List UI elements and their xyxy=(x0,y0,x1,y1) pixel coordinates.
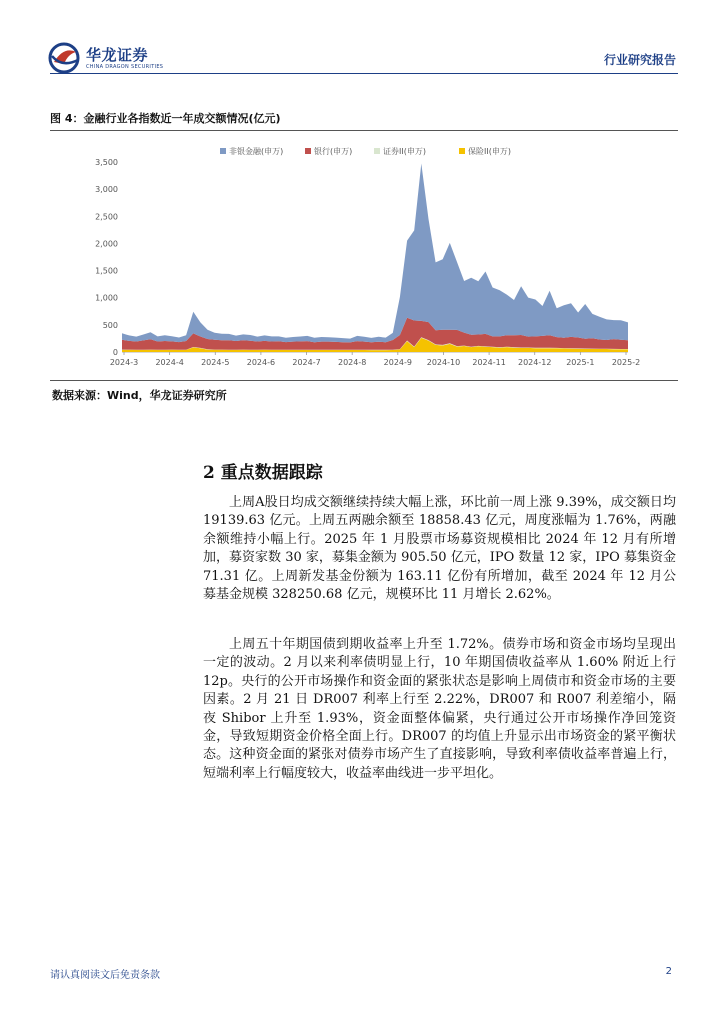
page-header xyxy=(48,38,678,78)
page-number: 2 xyxy=(665,966,672,977)
legend-swatch xyxy=(459,148,465,154)
x-tick-label: 2024-4 xyxy=(155,358,184,367)
legend-label: 银行(申万) xyxy=(314,147,353,156)
figure-source: 数据来源：Wind，华龙证券研究所 xyxy=(52,389,227,402)
x-tick-label: 2024-6 xyxy=(246,358,276,367)
paragraph-bond-market: 上周五十年期国债到期收益率上升至 1.72%。债券市场和资金市场均呈现出一定的波动。2 月以来利率债明显上行，10 年期国债收益率从 1.60% 附近上行 12p。央行的公开市场操作和资金面的紧张状态是影响上周债市和资金市场的主要因素。2 月 21 日 DR007 利率上行至 2.22%，DR007 和 R007 利差缩小，隔夜 Shibor 上升至 1.93%，资金面整体偏紧，央行通过公开市场操作净回笼资金，导致短期资金价格全面上行。DR007 的均值上升显示出市场资金的紧平衡状态。这种资金面的紧张对债券市场产生了直接影响，导致利率债收益率普遍上行，短端利率上行幅度较大，收益率曲线进一步平坦化。 xyxy=(203,637,676,781)
figure-title: 图 4：金融行业各指数近一年成交额情况(亿元) xyxy=(50,112,281,125)
y-tick-label: 1,000 xyxy=(95,293,118,303)
legend-swatch xyxy=(305,148,311,154)
legend-label: 非银金融(申万) xyxy=(229,147,284,156)
company-logo-icon xyxy=(48,42,82,74)
y-tick-label: 3,000 xyxy=(95,185,118,195)
figure-bottom-rule xyxy=(50,380,678,381)
y-tick-label: 1,500 xyxy=(95,266,118,276)
chart-plot-area xyxy=(122,164,628,353)
y-tick-label: 0 xyxy=(112,348,118,357)
report-type-label: 行业研究报告 xyxy=(603,53,676,67)
x-tick-label: 2024-11 xyxy=(472,358,506,367)
legend-label: 证券II(申万) xyxy=(383,147,426,156)
figure-top-rule xyxy=(50,130,678,131)
chart-x-axis xyxy=(110,352,640,367)
header-divider xyxy=(50,73,678,74)
y-tick-label: 2,500 xyxy=(95,212,118,222)
x-tick-label: 2024-8 xyxy=(338,358,367,367)
x-tick-label: 2024-12 xyxy=(518,358,552,367)
x-tick-label: 2024-3 xyxy=(109,358,139,367)
y-tick-label: 500 xyxy=(102,320,118,330)
area-series-非银金融(申万) xyxy=(122,164,628,343)
x-tick-label: 2024-5 xyxy=(201,358,230,367)
legend-label: 保险II(申万) xyxy=(468,147,511,156)
footer-disclaimer: 请认真阅读文后免责条款 xyxy=(50,970,160,981)
x-tick-label: 2025-1 xyxy=(566,358,595,367)
legend-swatch xyxy=(220,148,226,154)
x-tick-label: 2024-10 xyxy=(426,358,461,367)
company-logo-text: 华龙证券 xyxy=(86,46,149,64)
x-tick-label: 2024-9 xyxy=(383,358,412,367)
x-tick-label: 2025-2 xyxy=(611,358,641,367)
y-tick-label: 3,500 xyxy=(95,158,118,167)
x-tick-label: 2024-7 xyxy=(292,358,321,367)
legend-swatch xyxy=(374,148,380,154)
chart-legend xyxy=(220,146,511,156)
paragraph-equity-market: 上周A股日均成交额继续持续大幅上涨，环比前一周上涨 9.39%，成交额日均 19139.63 亿元。上周五两融余额至 18858.43 亿元，周度涨幅为 1.76%，两融余额维持小幅上行。2025 年 1 月股票市场募资规模相比 2024 年 12 月有所增加，募资家数 30 家，募集金额为 905.50 亿元，IPO 数量 12 家，IPO 募集资金 71.31 亿。上周新发基金份额为 163.11 亿份有所增加，截至 2024 年 12 月公募基金规模 328250.68 亿元，规模环比 11 月增长 2.62%。 xyxy=(203,495,676,603)
turnover-area-chart xyxy=(50,140,680,376)
y-tick-label: 2,000 xyxy=(95,239,118,249)
company-logo-subtext: CHINA DRAGON SECURITIES xyxy=(86,64,164,70)
section-heading: 2 重点数据跟踪 xyxy=(203,463,323,483)
